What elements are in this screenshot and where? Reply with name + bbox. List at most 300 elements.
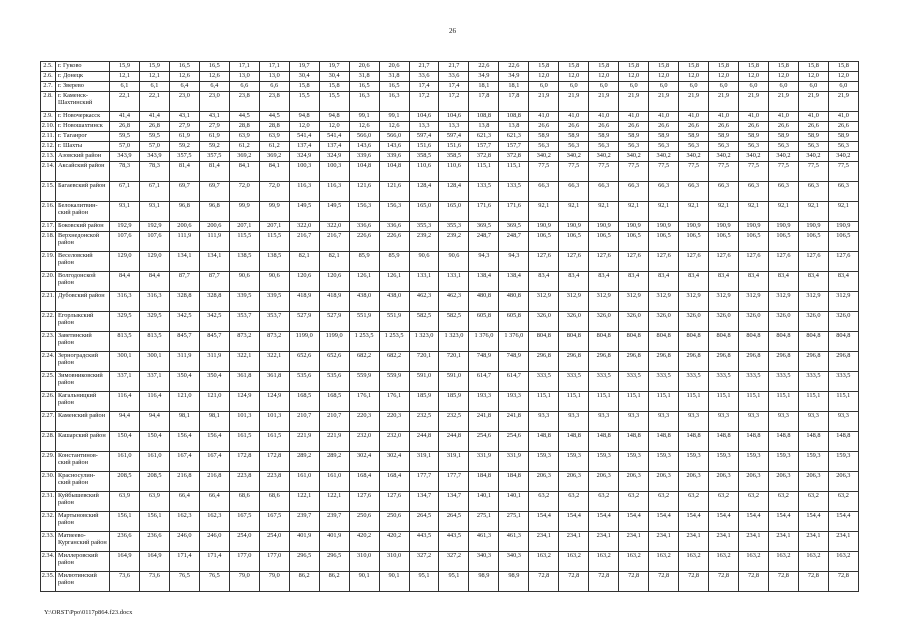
value-cell: 312,9	[559, 292, 589, 312]
value-cell: 69,7	[169, 182, 199, 202]
value-cell: 161,5	[259, 432, 289, 452]
value-cell: 16,5	[169, 62, 199, 72]
value-cell: 30,4	[319, 72, 349, 82]
value-cell: 333,5	[768, 372, 798, 392]
value-cell: 193,3	[499, 392, 529, 412]
value-cell: 873,2	[229, 332, 259, 352]
value-cell: 148,8	[619, 432, 649, 452]
value-cell: 300,1	[110, 352, 140, 372]
value-cell: 72,8	[798, 572, 828, 592]
row-number-cell: 2.19.	[41, 252, 56, 272]
value-cell: 329,5	[110, 312, 140, 332]
value-cell: 12,0	[529, 72, 559, 82]
value-cell: 6,0	[739, 82, 769, 92]
value-cell: 121,6	[349, 182, 379, 202]
value-cell: 461,3	[469, 532, 499, 552]
value-cell: 79,0	[229, 572, 259, 592]
value-cell: 168,4	[349, 472, 379, 492]
value-cell: 77,5	[619, 162, 649, 182]
value-cell: 232,0	[349, 432, 379, 452]
value-cell: 163,2	[739, 552, 769, 572]
value-cell: 28,8	[259, 122, 289, 132]
value-cell: 207,1	[259, 222, 289, 232]
value-cell: 333,5	[589, 372, 619, 392]
value-cell: 127,6	[709, 252, 739, 272]
value-cell: 92,1	[589, 202, 619, 222]
value-cell: 190,9	[589, 222, 619, 232]
value-cell: 159,3	[589, 452, 619, 472]
value-cell: 66,3	[529, 182, 559, 202]
value-cell: 340,2	[589, 152, 619, 162]
value-cell: 41,0	[679, 112, 709, 122]
value-cell: 163,2	[649, 552, 679, 572]
value-cell: 234,1	[589, 532, 619, 552]
value-cell: 90,6	[259, 272, 289, 292]
value-cell: 682,2	[379, 352, 409, 372]
value-cell: 358,5	[439, 152, 469, 162]
value-cell: 13,0	[229, 72, 259, 82]
value-cell: 41,4	[139, 112, 169, 122]
value-cell: 177,0	[229, 552, 259, 572]
value-cell: 99,1	[379, 112, 409, 122]
value-cell: 63,2	[679, 492, 709, 512]
value-cell: 58,9	[559, 132, 589, 142]
value-cell: 129,0	[110, 252, 140, 272]
value-cell: 66,3	[709, 182, 739, 202]
value-cell: 143,6	[379, 142, 409, 152]
value-cell: 115,1	[679, 392, 709, 412]
value-cell: 110,6	[409, 162, 439, 182]
value-cell: 340,2	[709, 152, 739, 162]
value-cell: 6,0	[709, 82, 739, 92]
value-cell: 17,8	[499, 92, 529, 112]
value-cell: 254,6	[499, 432, 529, 452]
value-cell: 16,5	[199, 62, 229, 72]
row-number-cell: 2.26.	[41, 392, 56, 412]
value-cell: 289,2	[319, 452, 349, 472]
value-cell: 23,8	[229, 92, 259, 112]
value-cell: 110,6	[439, 162, 469, 182]
value-cell: 12,0	[828, 72, 858, 82]
value-cell: 369,2	[229, 152, 259, 162]
value-cell: 244,8	[439, 432, 469, 452]
value-cell: 148,8	[649, 432, 679, 452]
value-cell: 15,8	[559, 62, 589, 72]
value-cell: 115,1	[529, 392, 559, 412]
value-cell: 167,4	[199, 452, 229, 472]
value-cell: 76,5	[169, 572, 199, 592]
value-cell: 168,5	[319, 392, 349, 412]
value-cell: 221,9	[319, 432, 349, 452]
value-cell: 190,9	[828, 222, 858, 232]
territory-name-cell: г. Новошахтинск	[56, 122, 110, 132]
value-cell: 84,4	[110, 272, 140, 292]
value-cell: 20,6	[349, 62, 379, 72]
value-cell: 77,5	[529, 162, 559, 182]
value-cell: 127,6	[559, 252, 589, 272]
value-cell: 1 376,0	[499, 332, 529, 352]
value-cell: 582,5	[439, 312, 469, 332]
value-cell: 26,6	[798, 122, 828, 132]
value-cell: 66,3	[559, 182, 589, 202]
value-cell: 296,8	[709, 352, 739, 372]
value-cell: 93,3	[709, 412, 739, 432]
value-cell: 340,2	[768, 152, 798, 162]
value-cell: 361,8	[259, 372, 289, 392]
value-cell: 83,4	[559, 272, 589, 292]
value-cell: 137,4	[319, 142, 349, 152]
value-cell: 120,6	[319, 272, 349, 292]
value-cell: 93,3	[529, 412, 559, 432]
value-cell: 83,4	[709, 272, 739, 292]
value-cell: 232,0	[379, 432, 409, 452]
value-cell: 559,9	[379, 372, 409, 392]
value-cell: 591,0	[439, 372, 469, 392]
value-cell: 12,0	[768, 72, 798, 82]
value-cell: 541,4	[289, 132, 319, 142]
value-cell: 77,5	[679, 162, 709, 182]
value-cell: 208,5	[139, 472, 169, 492]
value-cell: 84,1	[259, 162, 289, 182]
value-cell: 418,9	[289, 292, 319, 312]
value-cell: 296,8	[828, 352, 858, 372]
value-cell: 873,2	[259, 332, 289, 352]
value-cell: 159,3	[619, 452, 649, 472]
value-cell: 41,0	[768, 112, 798, 122]
value-cell: 56,3	[619, 142, 649, 152]
value-cell: 129,0	[139, 252, 169, 272]
value-cell: 22,6	[499, 62, 529, 72]
value-cell: 96,8	[169, 202, 199, 222]
value-cell: 67,1	[139, 182, 169, 202]
value-cell: 316,3	[110, 292, 140, 312]
value-cell: 438,0	[379, 292, 409, 312]
value-cell: 296,8	[559, 352, 589, 372]
value-cell: 124,9	[259, 392, 289, 412]
value-cell: 190,9	[768, 222, 798, 232]
value-cell: 99,9	[229, 202, 259, 222]
value-cell: 115,1	[798, 392, 828, 412]
value-cell: 56,3	[559, 142, 589, 152]
value-cell: 185,9	[409, 392, 439, 412]
value-cell: 21,7	[439, 62, 469, 72]
value-cell: 94,8	[319, 112, 349, 122]
value-cell: 93,3	[559, 412, 589, 432]
value-cell: 333,5	[739, 372, 769, 392]
value-cell: 17,2	[439, 92, 469, 112]
value-cell: 6,1	[110, 82, 140, 92]
territory-name-cell: г. Шахты	[56, 142, 110, 152]
value-cell: 248,7	[469, 232, 499, 252]
value-cell: 6,0	[589, 82, 619, 92]
value-cell: 99,9	[259, 202, 289, 222]
value-cell: 140,1	[499, 492, 529, 512]
value-cell: 92,1	[709, 202, 739, 222]
value-cell: 41,0	[739, 112, 769, 122]
value-cell: 302,4	[379, 452, 409, 472]
value-cell: 443,5	[409, 532, 439, 552]
value-cell: 326,0	[589, 312, 619, 332]
value-cell: 339,5	[259, 292, 289, 312]
value-cell: 311,9	[169, 352, 199, 372]
value-cell: 614,7	[499, 372, 529, 392]
value-cell: 535,6	[289, 372, 319, 392]
value-cell: 340,3	[469, 552, 499, 572]
value-cell: 172,8	[259, 452, 289, 472]
value-cell: 59,2	[169, 142, 199, 152]
value-cell: 58,9	[619, 132, 649, 142]
value-cell: 26,8	[139, 122, 169, 132]
value-cell: 157,7	[469, 142, 499, 152]
value-cell: 813,5	[139, 332, 169, 352]
value-cell: 161,0	[139, 452, 169, 472]
value-cell: 154,4	[828, 512, 858, 532]
row-number-cell: 2.35.	[41, 572, 56, 592]
value-cell: 21,9	[679, 92, 709, 112]
value-cell: 115,1	[589, 392, 619, 412]
value-cell: 13,8	[469, 122, 499, 132]
value-cell: 63,2	[768, 492, 798, 512]
value-cell: 337,1	[139, 372, 169, 392]
value-cell: 12,0	[619, 72, 649, 82]
value-cell: 13,3	[439, 122, 469, 132]
value-cell: 337,1	[110, 372, 140, 392]
table-row	[41, 272, 859, 292]
value-cell: 83,4	[679, 272, 709, 292]
value-cell: 163,2	[619, 552, 649, 572]
value-cell: 804,8	[739, 332, 769, 352]
value-cell: 121,0	[169, 392, 199, 412]
territory-name-cell: Куйбышевский район	[56, 492, 110, 512]
value-cell: 206,3	[709, 472, 739, 492]
value-cell: 162,3	[199, 512, 229, 532]
value-cell: 26,6	[739, 122, 769, 132]
value-cell: 148,8	[529, 432, 559, 452]
value-cell: 342,5	[169, 312, 199, 332]
value-cell: 159,3	[739, 452, 769, 472]
value-cell: 154,4	[559, 512, 589, 532]
value-cell: 159,3	[559, 452, 589, 472]
row-number-cell: 2.9.	[41, 112, 56, 122]
value-cell: 56,3	[828, 142, 858, 152]
value-cell: 154,4	[768, 512, 798, 532]
value-cell: 185,9	[439, 392, 469, 412]
value-cell: 104,8	[379, 162, 409, 182]
value-cell: 92,1	[679, 202, 709, 222]
value-cell: 115,1	[559, 392, 589, 412]
value-cell: 236,6	[139, 532, 169, 552]
value-cell: 77,5	[768, 162, 798, 182]
value-cell: 15,8	[319, 82, 349, 92]
value-cell: 161,5	[229, 432, 259, 452]
value-cell: 66,4	[199, 492, 229, 512]
value-cell: 6,0	[559, 82, 589, 92]
value-cell: 26,6	[619, 122, 649, 132]
value-cell: 12,0	[319, 122, 349, 132]
value-cell: 73,6	[110, 572, 140, 592]
value-cell: 107,6	[110, 232, 140, 252]
value-cell: 28,8	[229, 122, 259, 132]
table-row	[41, 452, 859, 472]
value-cell: 322,1	[229, 352, 259, 372]
value-cell: 312,9	[589, 292, 619, 312]
value-cell: 164,9	[139, 552, 169, 572]
value-cell: 15,5	[289, 92, 319, 112]
value-cell: 154,4	[679, 512, 709, 532]
value-cell: 527,9	[289, 312, 319, 332]
value-cell: 93,3	[589, 412, 619, 432]
territory-name-cell: г. Каменск-Шахтинский	[56, 92, 110, 112]
value-cell: 33,6	[409, 72, 439, 82]
value-cell: 340,2	[649, 152, 679, 162]
value-cell: 682,2	[349, 352, 379, 372]
table-row	[41, 432, 859, 452]
value-cell: 31,8	[349, 72, 379, 82]
value-cell: 15,5	[319, 92, 349, 112]
value-cell: 19,7	[289, 62, 319, 72]
value-cell: 326,0	[559, 312, 589, 332]
value-cell: 111,9	[199, 232, 229, 252]
value-cell: 312,9	[798, 292, 828, 312]
value-cell: 614,7	[469, 372, 499, 392]
value-cell: 149,5	[319, 202, 349, 222]
value-cell: 66,3	[589, 182, 619, 202]
value-cell: 15,8	[619, 62, 649, 72]
value-cell: 190,9	[798, 222, 828, 232]
value-cell: 99,1	[349, 112, 379, 122]
value-cell: 21,9	[709, 92, 739, 112]
value-cell: 250,6	[379, 512, 409, 532]
value-cell: 340,2	[619, 152, 649, 162]
value-cell: 176,1	[379, 392, 409, 412]
value-cell: 302,4	[349, 452, 379, 472]
value-cell: 127,6	[379, 492, 409, 512]
value-cell: 63,2	[739, 492, 769, 512]
value-cell: 296,5	[289, 552, 319, 572]
value-cell: 6,6	[229, 82, 259, 92]
value-cell: 190,9	[739, 222, 769, 232]
value-cell: 26,8	[110, 122, 140, 132]
value-cell: 108,8	[499, 112, 529, 122]
value-cell: 126,1	[349, 272, 379, 292]
value-cell: 66,3	[649, 182, 679, 202]
value-cell: 311,9	[199, 352, 229, 372]
value-cell: 1 376,0	[469, 332, 499, 352]
value-cell: 22,1	[110, 92, 140, 112]
value-cell: 164,9	[110, 552, 140, 572]
value-cell: 95,1	[439, 572, 469, 592]
value-cell: 58,9	[739, 132, 769, 142]
value-cell: 6,4	[169, 82, 199, 92]
value-cell: 23,0	[169, 92, 199, 112]
row-number-cell: 2.14.	[41, 162, 56, 182]
value-cell: 148,8	[589, 432, 619, 452]
value-cell: 239,2	[439, 232, 469, 252]
value-cell: 84,4	[139, 272, 169, 292]
value-cell: 541,4	[319, 132, 349, 142]
value-cell: 124,9	[229, 392, 259, 412]
value-cell: 319,1	[439, 452, 469, 472]
value-cell: 316,3	[139, 292, 169, 312]
value-cell: 154,4	[798, 512, 828, 532]
value-cell: 236,6	[110, 532, 140, 552]
value-cell: 551,9	[379, 312, 409, 332]
value-cell: 101,3	[259, 412, 289, 432]
value-cell: 66,3	[679, 182, 709, 202]
value-cell: 264,5	[409, 512, 439, 532]
table-row	[41, 92, 859, 112]
value-cell: 21,9	[559, 92, 589, 112]
table-row	[41, 352, 859, 372]
value-cell: 41,0	[798, 112, 828, 122]
value-cell: 98,9	[499, 572, 529, 592]
territory-name-cell: Зимовниковский район	[56, 372, 110, 392]
value-cell: 184,8	[499, 472, 529, 492]
row-number-cell: 2.20.	[41, 272, 56, 292]
value-cell: 591,0	[409, 372, 439, 392]
value-cell: 1199,0	[289, 332, 319, 352]
value-cell: 241,8	[469, 412, 499, 432]
value-cell: 254,0	[259, 532, 289, 552]
value-cell: 804,8	[679, 332, 709, 352]
value-cell: 206,3	[529, 472, 559, 492]
value-cell: 58,9	[529, 132, 559, 142]
value-cell: 83,4	[739, 272, 769, 292]
value-cell: 154,4	[739, 512, 769, 532]
value-cell: 21,9	[589, 92, 619, 112]
value-cell: 34,9	[469, 72, 499, 82]
value-cell: 326,0	[828, 312, 858, 332]
value-cell: 340,2	[828, 152, 858, 162]
value-cell: 116,4	[139, 392, 169, 412]
value-cell: 234,1	[828, 532, 858, 552]
value-cell: 115,1	[469, 162, 499, 182]
value-cell: 172,8	[229, 452, 259, 472]
value-cell: 115,1	[619, 392, 649, 412]
territory-name-cell: Белокалитвин-ский район	[56, 202, 110, 222]
value-cell: 63,2	[709, 492, 739, 512]
value-cell: 340,3	[499, 552, 529, 572]
value-cell: 58,9	[768, 132, 798, 142]
value-cell: 63,2	[649, 492, 679, 512]
value-cell: 161,0	[319, 472, 349, 492]
table-row	[41, 392, 859, 412]
value-cell: 333,5	[559, 372, 589, 392]
value-cell: 177,7	[439, 472, 469, 492]
value-cell: 804,8	[709, 332, 739, 352]
value-cell: 244,8	[409, 432, 439, 452]
value-cell: 340,2	[529, 152, 559, 162]
value-cell: 27,9	[199, 122, 229, 132]
value-cell: 93,3	[649, 412, 679, 432]
value-cell: 15,8	[649, 62, 679, 72]
table-row	[41, 512, 859, 532]
value-cell: 324,9	[289, 152, 319, 162]
value-cell: 234,1	[559, 532, 589, 552]
value-cell: 79,0	[259, 572, 289, 592]
row-number-cell: 2.11.	[41, 132, 56, 142]
value-cell: 111,9	[169, 232, 199, 252]
value-cell: 605,8	[469, 312, 499, 332]
value-cell: 41,0	[828, 112, 858, 122]
value-cell: 167,5	[259, 512, 289, 532]
value-cell: 72,8	[709, 572, 739, 592]
value-cell: 108,8	[469, 112, 499, 122]
value-cell: 15,8	[589, 62, 619, 72]
value-cell: 23,0	[199, 92, 229, 112]
value-cell: 312,9	[768, 292, 798, 312]
value-cell: 13,8	[499, 122, 529, 132]
